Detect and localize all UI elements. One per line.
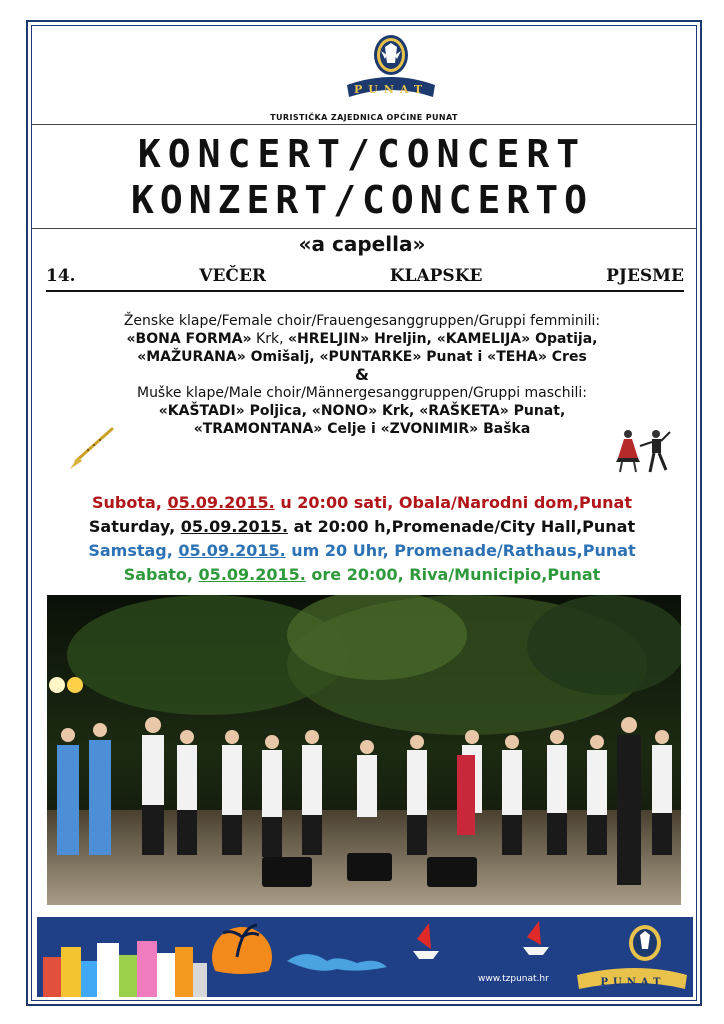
date-line-german: Samstag, 05.09.2015. um 20 Uhr, Promenade/Rathaus,Punat [88,541,636,560]
flute-icon [66,425,116,470]
header [31,25,697,125]
date-line-english: Saturday, 05.09.2015. at 20:00 h,Promenade/City Hall,Punat [88,517,636,536]
evening-title [46,266,684,286]
evening-word: KLAPSKE [389,266,483,286]
evening-underline [46,290,684,292]
choir-list [60,312,664,438]
evening-word: VEČER [199,266,267,286]
date-line-italian: Sabato, 05.09.2015. ore 20:00, Riva/Municipio,Punat [123,565,601,584]
evening-word: 14. [46,266,76,286]
punat-logo-icon [341,33,441,101]
event-dates [0,491,724,587]
footer-logo-word: PUNAT [600,977,666,988]
logo-word: PUNAT [353,83,429,96]
male-line-2: «TRAMONTANA» Celje i «ZVONIMIR» Baška [193,421,531,437]
female-heading: Ženske klape/Female choir/Frauengesanggruppen/Gruppi femminili: [123,313,601,329]
dancers-icon [610,428,675,473]
footer-banner [37,917,693,997]
title-divider [31,228,697,229]
date-line-croatian: Subota, 05.09.2015. u 20:00 sati, Obala/Narodni dom,Punat [92,493,632,512]
footer-url[interactable]: www.tzpunat.hr [478,974,549,984]
title-line-2: KONZERT/CONCERTO [130,178,594,222]
header-divider [31,124,697,125]
ampersand: & [355,365,369,384]
female-line-1: «BONA FORMA» Krk, «HRELJIN» Hreljin, «KAMELIJA» Opatija, [126,331,598,347]
subtitle: «a capella» [298,232,426,256]
male-heading: Muške klape/Male choir/Männergesanggruppen/Gruppi maschili: [136,385,588,401]
title-line-1: KONCERT/CONCERT [137,132,587,176]
female-line-2: «MAŽURANA» Omišalj, «PUNTARKE» Punat i «TEHA» Cres [137,349,587,365]
concert-photo [47,595,681,905]
male-line-1: «KAŠTADI» Poljica, «NONO» Krk, «RAŠKETA» Punat, [158,403,566,419]
evening-word: PJESME [606,266,684,286]
organization-name: TURISTIČKA ZAJEDNICA OPĆINE PUNAT [270,113,458,122]
